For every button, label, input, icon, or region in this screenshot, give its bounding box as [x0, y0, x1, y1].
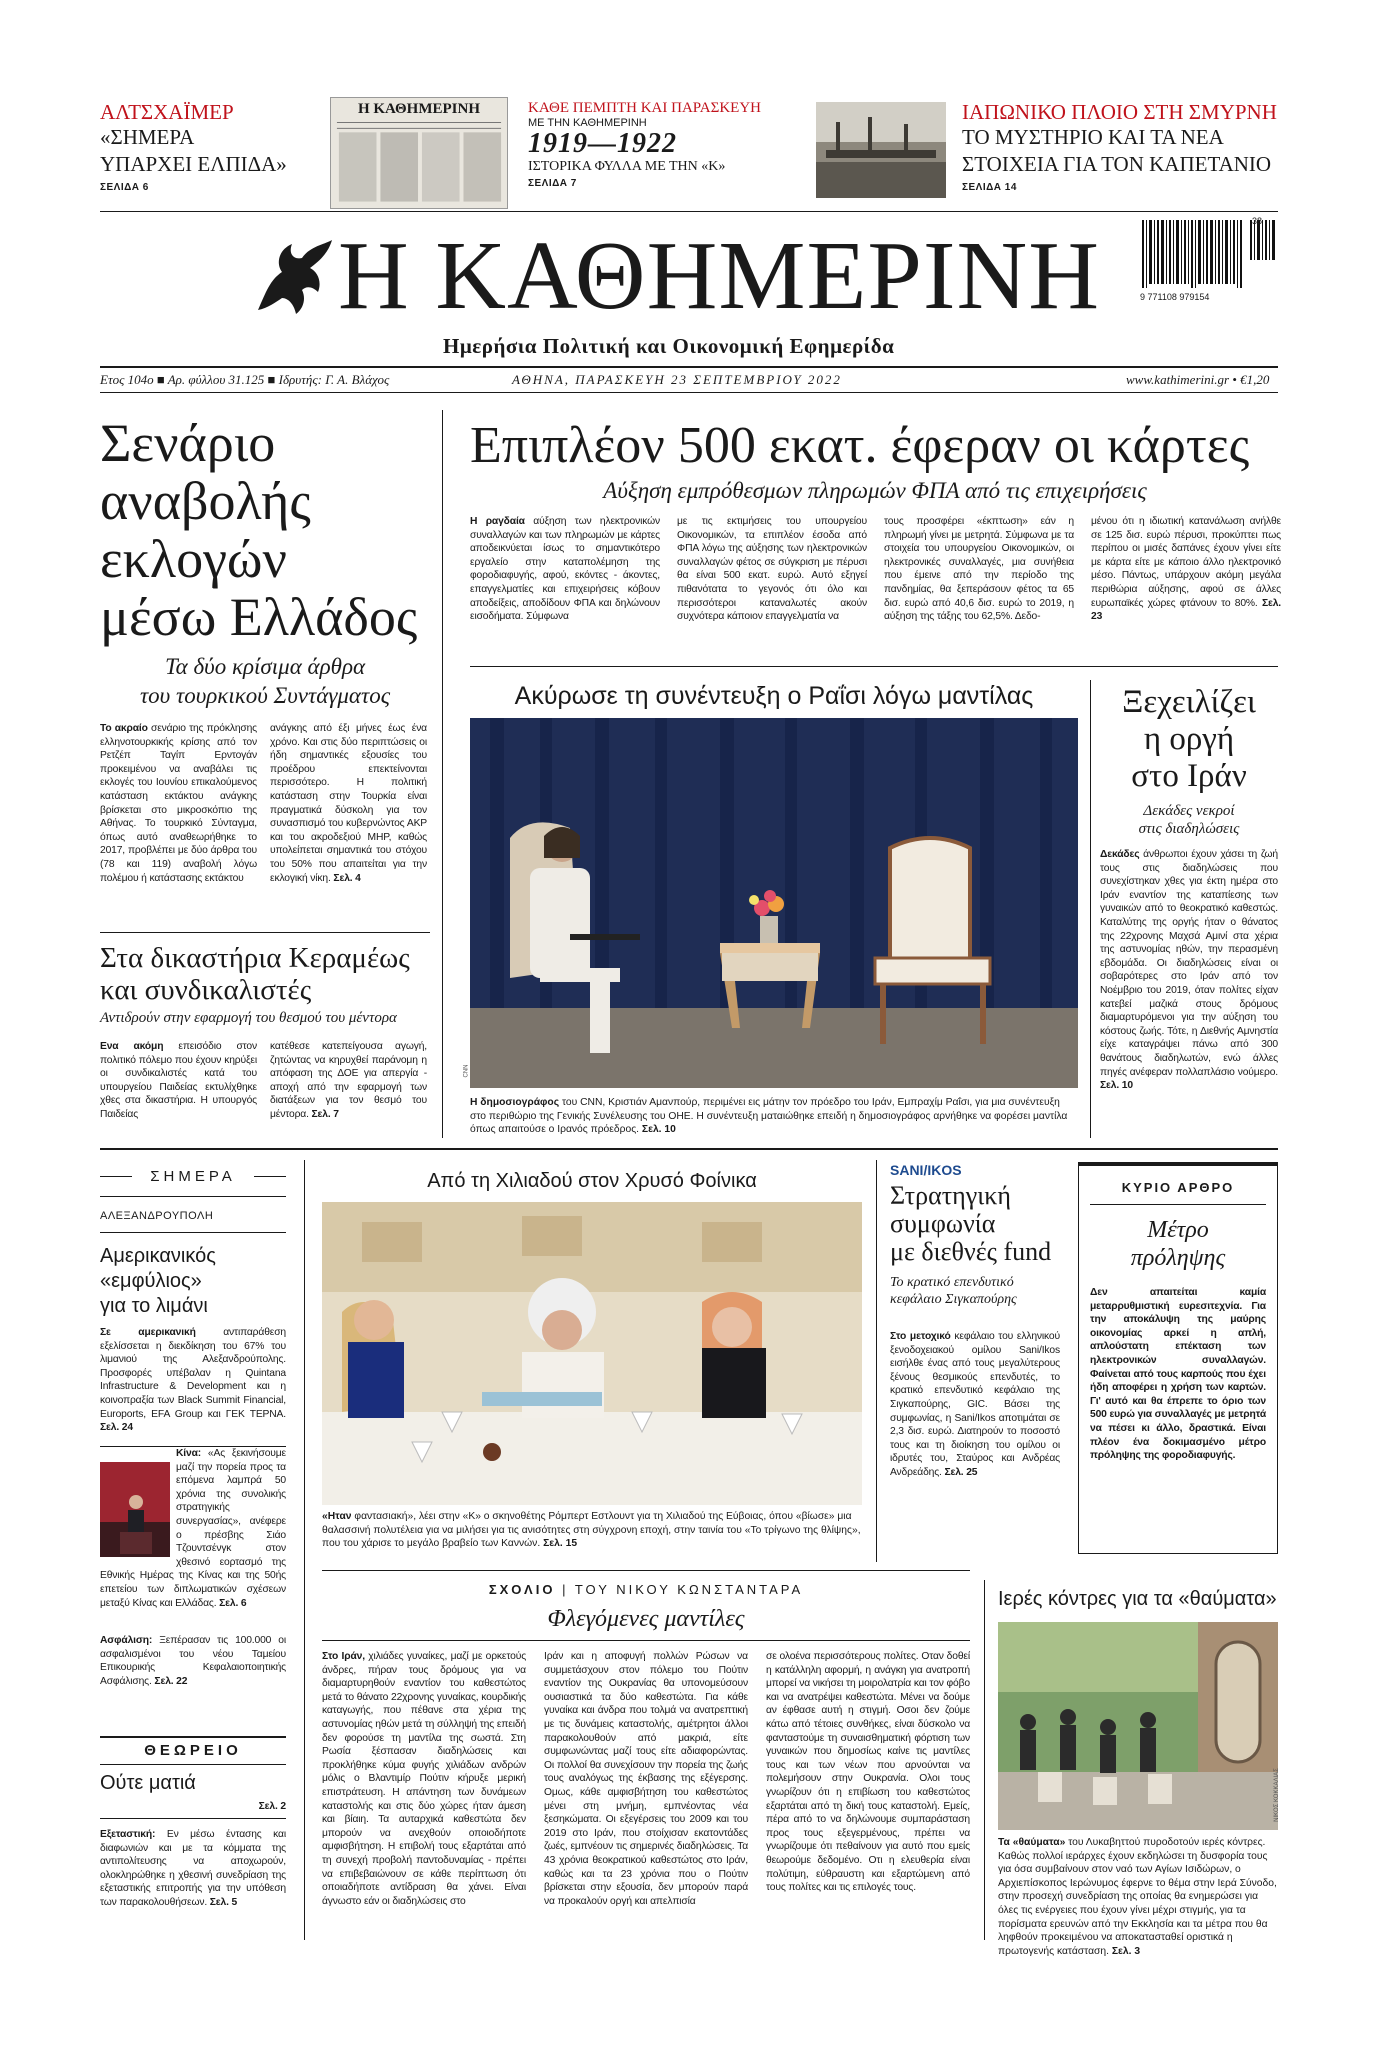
teaser-sub: ΜΕ ΤΗΝ ΚΑΘΗΜΕΡΙΝΗ [528, 117, 647, 129]
old-newspaper-thumbnail[interactable] [330, 97, 508, 209]
courts-body-col2: κατέθεσε κατεπείγουσα αγωγή, ζητώντας να κηρυχθεί παράνομη η απόφαση της ΔΟΕ για απεργία - αποχή από την εφαρμογή των διατάξεων για τον θεσμό του μέντορα. Σελ. 7 [270, 1041, 427, 1120]
iran-body: Δεκάδες άνθρωποι έχουν χάσει τη ζωή τους στις διαδηλώσεις που συνεχίστηκαν χθες για έκτη ημέρα στο Ιράν εναντίον της καταπίεσης των γυναικών από το θεοκρατικό καθεστώς. Καταλύτης της οργής ήταν ο θάνατος της 22χρονης Μαχσά Αμινί στα χέρια της αστυνομίας ηθών, την περασμένη εβδομάδα. Οι διαδηλώσεις είναι οι σοβαρότερες στο Ιράν από τον Νοέμβριο του 2019, όταν πολίτες είχαν κατεβεί μαζικά στους δρόμους διαμαρτυρόμενοι για την αύξηση του κόστους ζωής. Τότε, η Διεθνής Αμνηστία είχε καταγράψει πάνω από 300 θανάτους διαδηλωτών, ενώ άλλες πηγές ανέφεραν πολλαπλάσιο νούμερο. Σελ. 10 [1100, 849, 1278, 1092]
barcode-number: 9 771108 979154 [1140, 292, 1210, 302]
smyrna-harbour-image [816, 102, 946, 198]
griffin-icon [248, 232, 338, 322]
phoenix-caption: «Ηταν φαντασιακή», λέει στην «Κ» ο σκηνοθέτης Ρόμπερτ Εστλουντ για τη Χιλιαδού της Εύβοιας, όπου «βίωσε» μια θαλασσινή πολυτέλεια για να μιλήσει για τις ανισότητες στη σύγχρονη εποχή, στην ταινία του «Το τρίγωνο της θλίψης», που του χάρισε το μεγάλο βραβείο των Καννών. Σελ. 15 [322, 1511, 861, 1550]
sani-headline[interactable]: Στρατηγική συμφωνία με διεθνές fund [890, 1181, 1052, 1266]
teaser-smyrna-ship[interactable] [962, 100, 1282, 193]
theoreio-ref: Σελ. 2 [258, 1801, 286, 1812]
barcode-issue: 38 [1252, 216, 1263, 226]
masthead-title[interactable]: Η ΚΑΘΗΜΕΡΙΝΗ [338, 222, 1101, 330]
cards-body-col1: Η ραγδαία αύξηση των ηλεκτρονικών συναλλαγών και των πληρωμών με κάρτες αποδεικνύεται ίσως το σημαντικότερο εργαλείο στην καταπολέμηση της φοροδιαφυγής, αφού, εκόντες - άκοντες, επαγγελματίες και επιχειρήσεις κόβουν αποδείξεις, αποδίδουν ΦΠΑ και δηλώνουν εισοδήματα. Σύμφωνα [470, 516, 660, 623]
column-body-col1: Στο Ιράν, χιλιάδες γυναίκες, μαζί με ορκετούς άνδρες, πήραν τους δρόμους για να διαμαρτυρηθούν εναντίον του καθεστώτος μετά το θάνατο 22χρονης γυναίκας, κουρδικής καταγωγής, που πέθανε στα χέρια της αστυνομίας ηθών μετά τη σύλληψή της επειδή δεν φορούσε τη μαντίλα της σωστά. Στη Ρωσία ξέσπασαν διαδηλώσεις και προκλήθηκε κύμα φυγής χιλιάδων ανδρών μόλις ο Βλαντιμίρ Πούτιν κήρυξε μερική επιστράτευση. Η απάντηση των δυνάμεων καταστολής και στις δύο χώρες ήταν άμεση και βίαιη. Τα αυταρχικά καθεστώτα δεν μπορούν να ανεχθούν οποιοδήποτε αμφισβήτηση. Η επιβολή τους εξαρτάται από τη συνεχή προβολή παντοδυναμίας - πρέπει να επιβεβαιώνουν σε κάθε περίπτωση ότι οποιαδήποτε αντίδραση θα χάνει. Είναι άγνωστο εάν οι διαδηλώσεις στο [322, 1651, 527, 1907]
editorial-body: Δεν απαιτείται καμία μεταρρυθμιστική ευρεσιτεχνία. Για την αποκάλυψη της μαύρης οικονομίας αρκεί η απλή, απλούστατη επέκταση των ηλεκτρονικών συναλλαγών. Φαίνεται από τους καρπούς που έχει ήδη αποφέρει η χρήση των καρτών. Γι' αυτό και θα έπρεπε το όριο των 500 ευρώ για συναλλαγές με μετρητά να πέσει κι άλλο, δραστικά. Είναι πλέον ένα δοκιμασμένο μέτρο πρόληψης της φοροδιαφυγής. [1090, 1287, 1266, 1462]
sani-body: Στο μετοχικό κεφάλαιο του ελληνικού ξενοδοχειακού ομίλου Sani/Ikos εισήλθε ένας από τους μεγαλύτερους ξένους θεσμικούς επενδυτές, το κρατικό επενδυτικό κεφάλαιο της Σιγκαπούρης, GIC. Βάσει της συμφωνίας, η Sani/Ikos αποτιμάται σε 2,3 δισ. ευρώ. Διατηρούν το ποσοστό τους και τη διοίκηση του ομίλου οι ιδρυτές του, Σταύρος και Ανδρέας Ανδρεάδης. Σελ. 25 [890, 1331, 1060, 1478]
cards-headline[interactable]: Επιπλέον 500 εκατ. έφεραν οι κάρτες [470, 417, 1250, 474]
courts-body-col1: Ενα ακόμη επεισόδιο στον πολιτικό πόλεμο που έχουν κηρύξει οι συνδικαλιστές κατά του υπουργείου Παιδείας εκτυλίχθηκε χθες στα δικαστήρια. Η υπουργός Παιδείας [100, 1041, 257, 1120]
teaser-title: ΤΟ ΜΥΣΤΗΡΙΟ ΚΑΙ ΤΑ ΝΕΑ ΣΤΟΙΧΕΙΑ ΓΙΑ ΤΟΝ ΚΑΠΕΤΑΝΙΟ [962, 125, 1272, 176]
column-body-col3: σε ολοένα περισσότερους πολίτες. Οταν δοθεί η κατάλληλη αφορμή, η ανάγκη για ανατροπή μπορεί να νικήσει τη μοιρολατρία και τον φόβο και να ανατρέψει καθεστώτα. Μένει να δούμε αν έφθασε αυτή η στιγμή. Οσοι δεν ζούμε κάτω από τέτοιες συνθήκες, είναι δύσκολο να φανταστούμε τη συναισθηματική φόρτιση των γυναικών που δημοσίως καίνε τις μαντίλες τους και των νέων που αρνούνται να πολεμήσουν στην Ουκρανία. Ολοι τους γνωρίζουν ότι η επιβίωση του καθεστώτος εξαρτάται από τη δική τους καταστολή. Εμείς, πέρα από το να δηλώνουμε συμπαράσταση προς τους εξεγερμένους, πρέπει να γνωρίζουμε ότι πεθαίνουν για αυτό που εμείς θεωρούμε δεδομένο. Οτι η ελευθερία είναι πολύτιμη, εύθραυστη και εξαρτώμενη από τους πολίτες και τις επιλογές τους. [766, 1651, 970, 1894]
lycabettus-church-photo[interactable] [998, 1622, 1281, 1830]
masthead-subtitle: Ημερήσια Πολιτική και Οικονομική Εφημερίδα [443, 334, 895, 358]
theoreio-headline[interactable]: Ούτε ματιά [100, 1772, 196, 1794]
cards-body-col4: μένου ότι η ιδιωτική κατανάλωση ανήλθε σε 125 δισ. ευρώ πέρυσι, προκύπτει πως περίπου οι μισές δαπάνες έχουν γίνει είτε με κάρτα είτε με κάποιο άλλο ηλεκτρονικό μέσο. Πάντως, υπάρχουν ακόμη μεγάλα περιθώρια αύξησης, αφού σε άλλες ευρωπαϊκές χώρες φτάνουν το 80%. Σελ. 23 [1091, 516, 1281, 623]
photo-credit: CNN [463, 1064, 470, 1078]
barcode-icon [1140, 220, 1278, 296]
barcode [1140, 216, 1278, 310]
today-kicker: ΑΛΕΞΑΝΔΡΟΥΠΟΛΗ [100, 1210, 214, 1222]
teaser-kicker: ΑΛΤΣΧΑΪΜΕΡ [100, 100, 234, 124]
courts-lead: Αντιδρούν στην εφαρμογή του θεσμού του μέντορα [100, 1010, 397, 1026]
column-label: ΣΧΟΛΙΟ | ΤΟΥ ΝΙΚΟΥ ΚΩΝΣΤΑΝΤΑΡΑ [488, 1582, 804, 1597]
elections-lead: Τα δύο κρίσιμα άρθρα του τουρκικού Συντάγματος [139, 654, 391, 708]
teaser-title: «ΣΗΜΕΡΑ ΥΠΑΡΧΕΙ ΕΛΠΙΔΑ» [100, 125, 287, 176]
old-newspaper-columns-icon [331, 118, 507, 208]
elections-body-col2: ανάγκης από έξι μήνες έως ένα χρόνο. Και στις δύο περιπτώσεις οι ήδη σημαντικές εξουσίες του προέδρου επεκτείνονται περισσότερο. Η πολιτική κατάσταση στην Τουρκία είναι πραγματικά δύσκολη για τον συνασπισμό του κυβερνώντος ΑΚΡ και του ακροδεξιού MHP, καθώς υπολείπεται σημαντικά του στόχου του 50% που απαιτείται για την εκλογική νίκη. Σελ. 4 [270, 723, 427, 884]
today-box-title: ΣΗΜΕΡΑ [150, 1168, 236, 1185]
today-china: Κίνα: «Ας ξεκινήσουμε μαζί την πορεία προς τα επόμενα λαμπρά 50 χρόνια της συνολικής στρατηγικής συνεργασίας», ανέφερε ο πρέσβης Σιάο Τζουντσένγκ στον χθεσινό εορτασμό της Εθνικής Ημέρας της Κίνας και της 50ής επετείου των διπλωματικών σχέσεων μεταξύ Κίνας και Ελλάδας. Σελ. 6 [100, 1448, 286, 1609]
editorial-headline[interactable]: Μέτρο πρόληψης [1130, 1217, 1226, 1271]
phoenix-headline[interactable]: Από τη Χιλιαδού στον Χρυσό Φοίνικα [427, 1170, 757, 1192]
masthead-website-price[interactable]: www.kathimerini.gr • €1,20 [1126, 372, 1270, 387]
iran-headline[interactable]: Ξεχειλίζει η οργή στο Ιράν [1122, 684, 1256, 794]
sani-lead: Το κρατικό επενδυτικό κεφάλαιο Σιγκαπούρης [890, 1275, 1017, 1307]
today-probe: Εξεταστική: Εν μέσω έντασης και διαφωνιών και με τα κόμματα της αντιπολίτευσης να αποχωρούν, ολοκληρώθηκε η χθεσινή συνεδρίαση της εξεταστικής επιτροπής για την υπόθεση των παρακολουθήσεων. Σελ. 5 [100, 1829, 286, 1908]
today-headline[interactable]: Αμερικανικός «εμφύλιος» για το λιμάνι [100, 1245, 216, 1317]
teaser-page: ΣΕΛΙΔΑ 14 [962, 182, 1017, 193]
teaser-historic-issues[interactable] [528, 100, 778, 189]
thumb-title: Η ΚΑΘΗΜΕΡΙΝΗ [357, 101, 481, 117]
teaser-alzheimer[interactable] [100, 100, 300, 193]
today-insurance: Ασφάλιση: Ξεπέρασαν τις 100.000 οι ασφαλισμένοι του νέου Ταμείου Επικουρικής Κεφαλαιοποιητικής Ασφάλισης. Σελ. 22 [100, 1635, 286, 1687]
teaser-title: ΙΣΤΟΡΙΚΑ ΦΥΛΛΑ ΜΕ ΤΗΝ «Κ» [528, 159, 726, 174]
theoreio-title: ΘΕΩΡΕΙΟ [144, 1742, 242, 1759]
miracles-headline[interactable]: Ιερές κόντρες για τα «θαύματα» [998, 1588, 1277, 1610]
column-body-col2: Ιράν και η αποφυγή πολλών Ρώσων να συμμετάσχουν στον πόλεμο του Πούτιν εναντίον της Ουκρανίας θα υπονομεύσουν ουσιαστικά τα δύο καθεστώτα. Για κάθε γυναίκα και άνδρα που τολμά να ανατρεπτική με τις δυνάμεις καταστολής, αμέτρητοι άλλοι παρακολουθούν από μακριά, είτε συμφωνώντας μαζί τους είτε αδιαφορώντας. Οι πολλοί θα συνεχίσουν την πορεία της ζωής τους αναλόγως της έκβασης της εξέγερσης. Ομως, κάθε αμφισβήτηση του καθεστώτος μένει στη μνήμη, εμπνέοντας νέα ξεσηκώματα. Οι εξεγέρσεις του 2009 και του 2019 στο Ιράν, που στοίχισαν εκατοντάδες ζωές, εμπνέουν τις σημερινές διαδηλώσεις. Τα 43 χρόνια θεοκρατικού καθεστώτος στο Ιράν, καθώς και τα 23 χρόνια που ο Πούτιν βρίσκεται στην εξουσία, δεν μπορούν παρά να προκαλούν οργή και απελπισία [544, 1651, 748, 1907]
courts-headline[interactable]: Στα δικαστήρια Κεραμέως και συνδικαλιστές [100, 942, 410, 1006]
elections-body-col1: Το ακραίο σενάριο της πρόκλησης ελληνοτουρκικής κρίσης από τον Ρετζέπ Ταγίπ Ερντογάν προκειμένου να αναβάλει τις εκλογές του Ιουνίου επικαλούμενος κατάσταση εκτάκτου ανάγκης βρίσκεται στο μικροσκόπιο της Αθήνας. Το τουρκικό Σύνταγμα, όπως αυτό αναθεωρήθηκε το 2017, προβλέπει με δύο άρθρα του (78 και 119) αναβολή λόγω πολέμου ή κατάστασης εκτάκτου [100, 723, 257, 884]
sani-kicker: SANI/IKOS [890, 1162, 962, 1178]
teaser-page: ΣΕΛΙΔΑ 7 [528, 178, 577, 189]
masthead-issue-info: Ετος 104ο ■ Αρ. φύλλου 31.125 ■ Ιδρυτής: Γ. Α. Βλάχος [100, 372, 390, 387]
cards-lead: Αύξηση εμπρόθεσμων πληρωμών ΦΠΑ από τις επιχειρήσεις [603, 478, 1147, 503]
cards-body-col3: τους προσφέρει «έκπτωση» εάν η πληρωμή γίνει με μετρητά. Σύμφωνα με τα στοιχεία του υπουργείου Οικονομικών, οι ηλεκτρονικές συναλλαγές, μια συνήθεια που έμεινε από την περίοδο της πανδημίας, θα ξεπεράσουν φέτος τα 65 δισ. ευρώ από 40,6 δισ. ευρώ το 2019, η αύξηση της τάξης του 62,5%. Δεδο- [884, 516, 1074, 623]
teaser-kicker: ΙΑΠΩΝΙΚΟ ΠΛΟΙΟ ΣΤΗ ΣΜΥΡΝΗ [962, 100, 1277, 124]
column-headline[interactable]: Φλεγόμενες μαντίλες [547, 1606, 745, 1632]
smyrna-ship-thumbnail[interactable] [816, 102, 946, 198]
masthead-logo[interactable] [248, 232, 338, 322]
today-body: Σε αμερικανική αντιπαράθεση εξελίσσεται η διεκδίκηση του 67% του λιμανιού της Αλεξανδρούπολης. Προσφορές υπέβαλαν η Quintana Infrastructure & Development και η κοινοπραξία των Black Summit Financial, Euroports, EFA Group και ΓΕΚ ΤΕΡΝΑ. Σελ. 24 [100, 1327, 286, 1434]
teaser-kicker: ΚΑΘΕ ΠΕΜΠΤΗ ΚΑΙ ΠΑΡΑΣΚΕΥΗ [528, 100, 761, 116]
teaser-page: ΣΕΛΙΔΑ 6 [100, 182, 149, 193]
raisi-headline[interactable]: Ακύρωσε τη συνέντευξη ο Ραΐσι λόγω μαντίλας [514, 682, 1034, 710]
dinner-table-image [322, 1202, 862, 1505]
interview-set-image [470, 718, 1078, 1088]
elections-headline[interactable]: Σενάριο αναβολής εκλογών μέσω Ελλάδος [100, 413, 418, 647]
photo-credit: ΝΙΚΟΣ ΚΟΚΚΑΛΙΑΣ [1274, 1768, 1281, 1822]
iran-lead: Δεκάδες νεκροί στις διαδηλώσεις [1138, 803, 1240, 837]
cards-body-col2: με τις εκτιμήσεις του υπουργείου Οικονομικών, τα επιπλέον έσοδα από ΦΠΑ λόγω της αύξησης των ηλεκτρονικών συναλλαγών φέτος σε σύγκριση με πέρυσι θα είναι 500 εκατ. ευρώ. Αυτό εξηγεί πιθανότατα το γεγονός ότι όλο και περισσότεροι καταναλωτές ακούν συχνότερα κάποιον επαγγελματία να [677, 516, 867, 623]
masthead-date: ΑΘΗΝΑ, ΠΑΡΑΣΚΕΥΗ 23 ΣΕΠΤΕΜΒΡΙΟΥ 2022 [512, 372, 842, 387]
miracles-caption: Τα «θαύματα» του Λυκαβηττού πυροδοτούν ιερές κόντρες. Καθώς πολλοί ιεράρχες έχουν εκδηλώσει τη δυσφορία τους για όσα συμβαίνουν στον ναό των Αγίων Ισιδώρων, ο Αρχιεπίσκοπος Ιερώνυμος έφερνε το θέμα στην Ιερά Σύνοδο, στην προσεχή συνεδρίαση της οποίας θα ενημερώσει για όλες τις ενέργειες που έχουν γίνει μέχρι στιγμής, για τα πορίσματα ερευνών από την Εκκλησία και τα μέτρα που θα ληφθούν προκειμένου να αποκατασταθεί οριστικά η πρωτογενής κατάσταση. Σελ. 3 [998, 1837, 1277, 1957]
raisi-caption: Η δημοσιογράφος του CNN, Κριστιάν Αμανπούρ, περιμένει εις μάτην τον πρόεδρο του Ιράν, Εμπραχίμ Ραΐσι, για μια συνέντευξη στο περιθώριο της Γενικής Συνέλευσης του ΟΗΕ. Η συνέντευξη ματαιώθηκε επειδή η δημοσιογράφος αρνήθηκε να φορέσει μαντίλα όπως απαιτούσε ο Ιρανός πρόεδρος. Σελ. 10 [470, 1097, 1068, 1136]
phoenix-dinner-photo[interactable] [322, 1202, 862, 1505]
church-crowd-image [998, 1622, 1281, 1830]
editorial-title: ΚΥΡΙΟ ΑΡΘΡΟ [1121, 1180, 1235, 1195]
amanpour-empty-chair-photo[interactable] [463, 718, 1078, 1088]
teaser-years: 1919—1922 [528, 128, 677, 159]
